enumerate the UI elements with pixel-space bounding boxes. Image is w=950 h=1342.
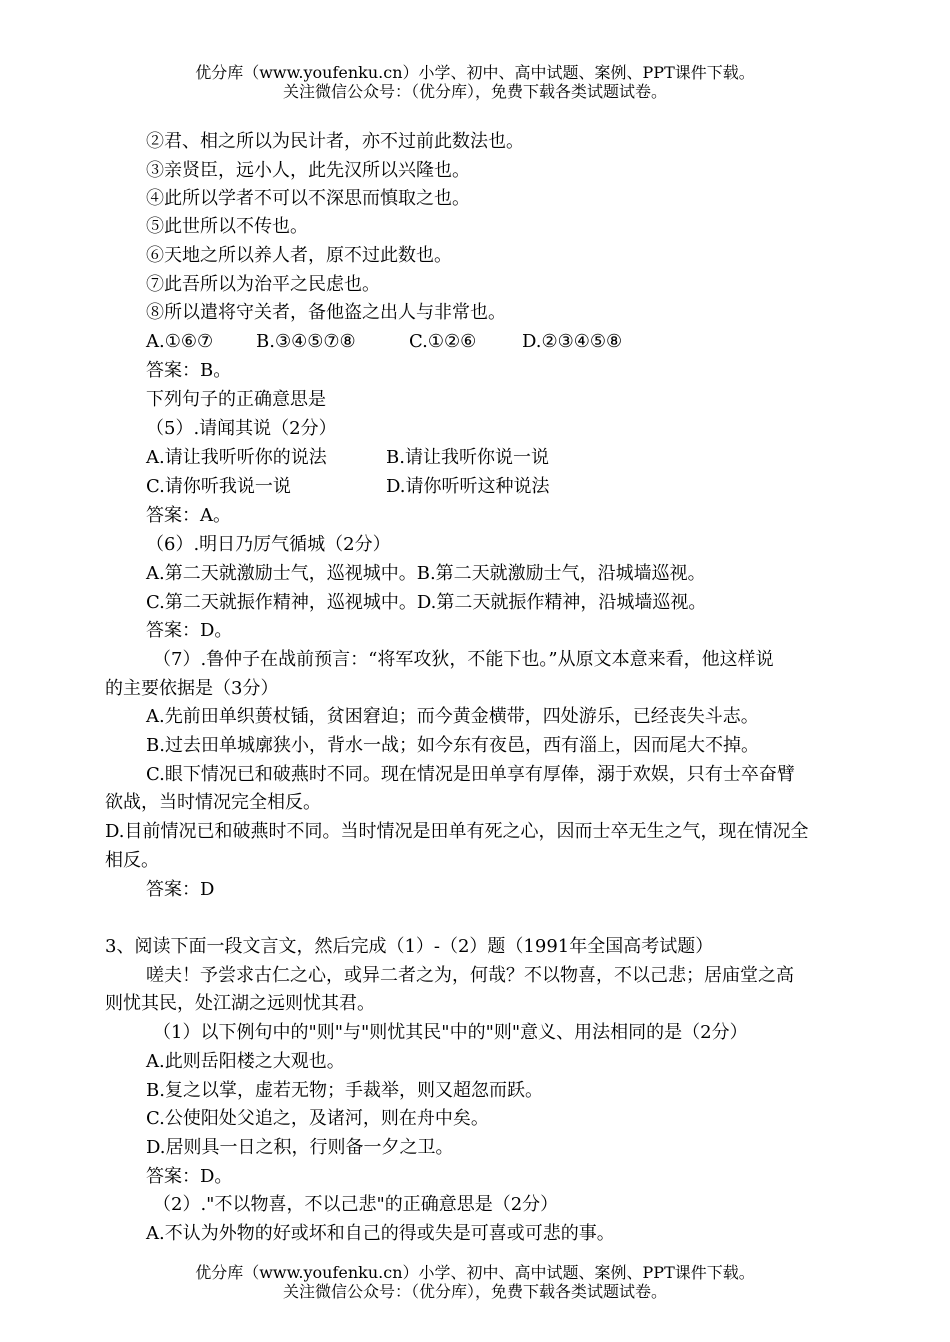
list-item: ⑤此世所以不传也。 [146, 216, 308, 237]
s3-q1-stem: （1）以下例句中的"则"与"则忧其民"中的"则"意义、用法相同的是（2分） [153, 1022, 748, 1043]
q4-option-d: D.②③④⑤⑧ [522, 331, 623, 352]
q5-options-row-2 [146, 476, 550, 498]
passage-line-1: 嗟夫！予尝求古仁之心，或异二者之为，何哉？不以物喜，不以己悲；居庙堂之高 [146, 965, 794, 986]
q5-option-c: C.请你听我说一说 [146, 476, 291, 497]
list-item: ④此所以学者不可以不深思而慎取之也。 [146, 188, 470, 209]
q7-option-d-line-2: 相反。 [105, 850, 159, 871]
q7-stem-line-1: （7）.鲁仲子在战前预言：“将军攻狄，不能下也。”从原文本意来看，他这样说 [153, 649, 774, 670]
q4-option-b: B.③④⑤⑦⑧ [256, 331, 356, 352]
list-item: ⑥天地之所以养人者，原不过此数也。 [146, 245, 452, 266]
header-line-1: 优分库（www.youfenku.cn）小学、初中、高中试题、案例、PPT课件下载。 [195, 63, 755, 82]
s3-q1-option-a: A.此则岳阳楼之大观也。 [146, 1051, 345, 1072]
q4-answer: 答案：B。 [146, 360, 232, 381]
q7-option-b: B.过去田单城廓狭小，背水一战；如今东有夜邑，西有淄上，因而尾大不掉。 [146, 735, 759, 756]
list-item: ③亲贤臣，远小人，此先汉所以兴隆也。 [146, 160, 470, 181]
q5-option-b: B.请让我听你说一说 [386, 447, 549, 468]
q5-options-row-1 [146, 447, 549, 469]
list-item: ⑦此吾所以为治平之民虑也。 [146, 274, 380, 295]
footer-line-1: 优分库（www.youfenku.cn）小学、初中、高中试题、案例、PPT课件下载。 [195, 1263, 755, 1282]
q4-option-c: C.①②⑥ [409, 331, 477, 352]
q6-answer: 答案：D。 [146, 620, 233, 641]
footer-line-2: 关注微信公众号：（优分库），免费下载各类试题试卷。 [282, 1282, 667, 1301]
q7-option-c-line-1: C.眼下情况已和破燕时不同。现在情况是田单享有厚俸，溺于欢娱，只有士卒奋臂 [146, 764, 795, 785]
q5-stem: （5）.请闻其说（2分） [146, 418, 337, 439]
s3-q1-option-c: C.公使阳处父追之，及诸河，则在舟中矣。 [146, 1108, 489, 1129]
list-item: ②君、相之所以为民计者，亦不过前此数法也。 [146, 131, 524, 152]
q7-stem-line-2: 的主要依据是（3分） [105, 678, 279, 699]
s3-q1-answer: 答案：D。 [146, 1166, 233, 1187]
s3-q2-stem: （2）."不以物喜，不以己悲"的正确意思是（2分） [153, 1194, 559, 1215]
q7-option-a: A.先前田单织蒉杖锸，贫困窘迫；而今黄金横带，四处游乐，已经丧失斗志。 [146, 706, 759, 727]
section-3-title: 3、阅读下面一段文言文，然后完成（1）-（2）题（1991年全国高考试题） [105, 936, 714, 957]
q6-options-row-2: C.第二天就振作精神，巡视城中。D.第二天就振作精神，沿城墙巡视。 [146, 592, 707, 613]
q5-answer: 答案：A。 [146, 505, 231, 526]
q7-option-d-line-1: D.目前情况已和破燕时不同。当时情况是田单有死之心，因而士卒无生之气，现在情况全 [105, 821, 809, 842]
q4-options [146, 331, 622, 353]
passage-line-2: 则忧其民，处江湖之远则忧其君。 [105, 993, 375, 1014]
q5-option-a: A.请让我听听你的说法 [146, 447, 327, 468]
s3-q1-option-b: B.复之以掌，虚若无物；手裁举，则又超忽而跃。 [146, 1080, 543, 1101]
list-item: ⑧所以遣将守关者，备他盗之出人与非常也。 [146, 302, 506, 323]
instruction: 下列句子的正确意思是 [146, 389, 326, 410]
q7-option-c-line-2: 欲战，当时情况完全相反。 [105, 792, 321, 813]
header-line-2: 关注微信公众号：（优分库），免费下载各类试题试卷。 [282, 82, 667, 101]
q6-stem: （6）.明日乃厉气循城（2分） [146, 534, 391, 555]
q4-option-a: A.①⑥⑦ [146, 331, 214, 352]
s3-q2-option-a: A.不认为外物的好或坏和自己的得或失是可喜或可悲的事。 [146, 1223, 615, 1244]
s3-q1-option-d: D.居则具一日之积，行则备一夕之卫。 [146, 1137, 454, 1158]
q5-option-d: D.请你听听这种说法 [386, 476, 550, 497]
q7-answer: 答案：D [146, 879, 215, 900]
q6-options-row-1: A.第二天就激励士气，巡视城中。B.第二天就激励士气，沿城墙巡视。 [146, 563, 706, 584]
